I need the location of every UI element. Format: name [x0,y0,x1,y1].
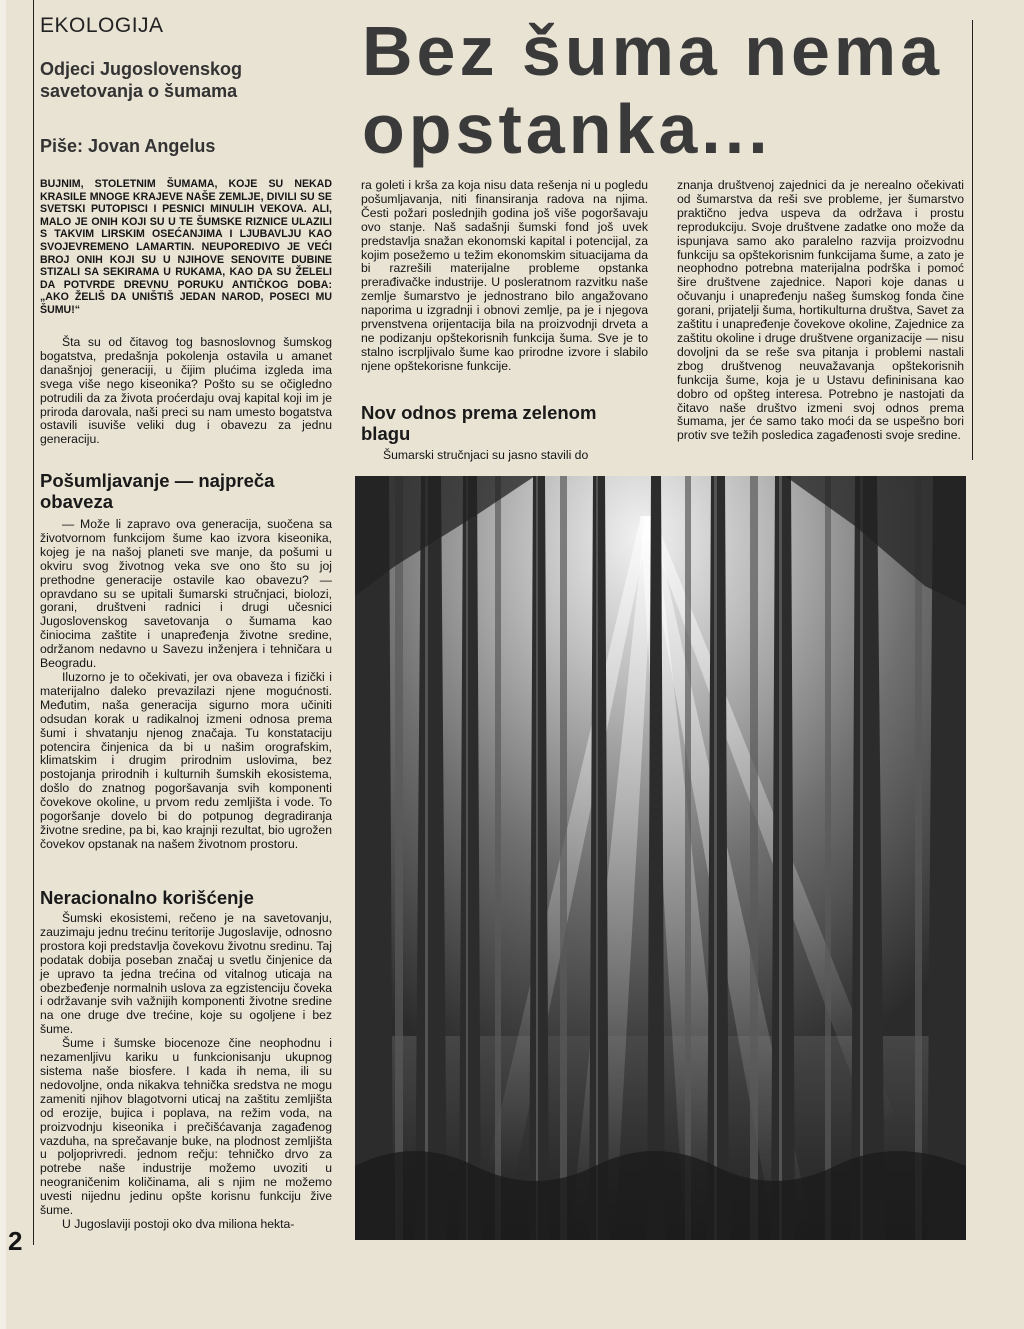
heading-posumljavanje: Pošumljavanje — najpreča obaveza [40,470,275,512]
paragraph: Šumski ekosistemi, rečeno je na savetovanju, zauzimaju jednu trećinu teritorije Jugoslavije, odnosno prostora koji predstavlja čovekovu životnu sredinu. Taj podatak dobija poseban značaj u svetlu činjenice da je upravo ta jedna trećina od vitalnog uticaja na obezbeđenje normalnih uslova za egzistenciju čoveka i održavanje svih važnijih komponenti životne sredine na one druge dve trećine, koje su ogoljene i bez šume. [40,911,332,1037]
forest-photo-image [355,476,966,1240]
forest-photo [355,476,966,1240]
left-margin-rule [33,0,34,1245]
article-author: Piše: Jovan Angelus [40,136,216,156]
paragraph: Šumarski stručnjaci su jasno stavili do [383,448,589,462]
paragraph: znanja društvenoj zajednici da je nerealno očekivati od šumarstva da reši sve probleme, jer šumarstvo praktično jedva uspeva da održava i prostu reprodukciju. Svoje društvene zadatke ono može da ispunjava samo ako paralelno razvija proizvodnu funkciju sa opštekorisnim funkcijama šume, a zato je neophodno potrebna materijalna podrška i pomoć šire društvene zajednice. Napori koje danas u očuvanju i unapređenju našeg šumskog fonda čine gorani, prijatelji šuma, hortikulturna društva, Savet za zaštitu i unapređenje čovekove okoline, Zajednice za zaštitu okoline i druge društvene organizacije — nisu dovoljni da se reše sva pitanja i problemi nastali zbog društvenog neuvažavanja opštekorisnih funkcija šume, koja je u Ustavu defininisana kao dobro od opšteg interesa. Potrebno je nastojati da čitavo naše društvo izmeni svoj odnos prema šumama, jer će samo tako moći da se uspešno bori protiv sve težih posledica zagađenosti svoje sredine. [677,178,964,443]
column-2-body [361,179,648,374]
paragraph: — Može li zapravo ova generacija, suočena sa životvornom funkcijom šume kao izvora kiseonika, kojeg je na našoj planeti sve manje, da pošumi u okviru svog životnog veka sve ono što su joj prethodne generacije ostavile kao obavezu? — opravdano su se upitali šumarski stručnjaci, biolozi, gorani, društveni radnici i drugi učesnici Jugoslovenskog savetovanja o šumama kao činiocima zaštite i unapređenja životne sredine, održanom nedavno u Savezu inženjera i tehničara u Beogradu. [40,517,332,671]
right-margin-rule [972,20,973,460]
paragraph: ra goleti i krša za koja nisu data rešenja ni u pogledu pošumljavanja, niti finansiranja radova na njima. Česti požari poslednjih godina još više pogoršavaju ovo stanje. Naš sadašnji šumski fond još uvek predstavlja snažan ekonomski kapital i potencijal, za kojim posežemo u težim ekonomskim situacijama da bi razrešili materijalne probleme opstanka prerađivačke industrije. U posleratnom razvitku naše zemlje šumarstvo je jednostrano bilo angažovano naporima u izgradnji i obnovi zemlje, pa je i njegova prvenstvena orijentacija bila na proizvodnji drveta a ne podizanju opštekorisnih funkcija šuma. Sve je to stalno iscrpljivalo šume kao prirodne izvore i slabilo njene opštekorisne funkcije. [361,178,648,373]
column-1-intro [40,336,332,447]
article-subhead: Odjeci Jugoslovenskog savetovanja o šumama [40,59,243,101]
column-1-body-b [40,912,332,1232]
headline-line-1: Bez šuma nema [362,12,944,90]
page-number: 2 [8,1226,23,1256]
column-2-tail [361,449,648,463]
column-3-body [677,179,964,443]
paragraph: Šume i šumske biocenoze čine neophodnu i nezamenljivu kariku u funkcionisanju ukupnog sistema naše biosfere. I kada ih nema, ili su nedovoljne, onda nikakva tehnička sredstva ne mogu zameniti njihov blagotvorni uticaj na zaštitu zemljišta od erozije, bujica i poplava, na režim voda, na proizvodnju kiseonika i prečišćavanja zagađenog vazduha, na sprečavanje buke, na plodnost zemljišta u poljoprivredi. jednom rečju: tehničko drvo za potrebe naše industrije možemo uvoziti u neograničenim količinama, ali s njim ne možemo uvesti nijednu jedinu opšte korisnu funkciju žive šume. [40,1036,332,1218]
heading-neracionalno: Neracionalno korišćenje [40,887,254,908]
column-1-body-a [40,518,332,852]
section-label: EKOLOGIJA [40,14,164,37]
paragraph: Iluzorno je to očekivati, jer ova obaveza i fizički i materijalno daleko prevazilazi njene mogućnosti. Međutim, naša generacija sigurno mora učiniti odsudan korak u radikalnoj izmeni odnosa prema šumi i shvatanju njenog značaja. Tu konstataciju potencira činjenica da bi u našim orografskim, klimatskim i drugim prirodnim uslovima, bez postojanja prirodnih i kulturnih šumskih ekosistema, došlo do znatnog pogoršavanja svih komponenti čovekove okoline, u prvom redu zemljišta i vode. To pogoršanje dovelo bi do potpunog degradiranja životne sredine, pa bi, kao krajnji rezultat, bio ugrožen čovekov opstanak na našem životnom prostoru. [40,669,332,851]
paragraph: U Jugoslaviji postoji oko dva miliona hekta- [62,1216,295,1231]
headline-line-2: opstanka... [362,90,772,168]
article-lead: BUJNIM, STOLETNIM ŠUMAMA, KOJE SU NEKAD KRASILE MNOGE KRAJEVE NAŠE ZEMLJE, DIVILI SU SE SVETSKI PUTOPISCI I PESNICI MINULIH VEKOVA. ALI, MALO JE ONIH KOJI SU U TE ŠUMSKE RIZNICE ULAZILI S TAKVIM LIRSKIM OSEĆANJIMA I LJUBAVLJU KAO SVOJEVREMENO LAMARTIN. NEUPOREDIVO JE VEĆI BROJ ONIH KOJI SU U NJIHOVE SENOVITE DUBINE STIZALI SA SEKIRAMA U RUKAMA, KAO DA SU ŽELELI DA POTVRDE DREVNU PORUKU ANTIČKOG DOBA: „AKO ŽELIŠ DA UNIŠTIŠ JEDAN NAROD, POSECI MU ŠUMU!“ [40,178,332,316]
intro-paragraph: Šta su od čitavog tog basnoslovnog šumskog bogatstva, predašnja pokolenja ostavila u amanet današnjoj generaciji, u čijim plućima izgleda ima svega više nego kiseonika? Pošto su se očigledno potrudili da za života proćerdaju ovaj kapital koji im je priroda darovala, naši preci su nam umesto bogatstva ostavili isuviše veliki dug i obavezu za jednu generaciju. [40,335,332,447]
heading-nov-odnos: Nov odnos prema zelenom blagu [361,402,597,444]
article-headline [362,12,972,168]
